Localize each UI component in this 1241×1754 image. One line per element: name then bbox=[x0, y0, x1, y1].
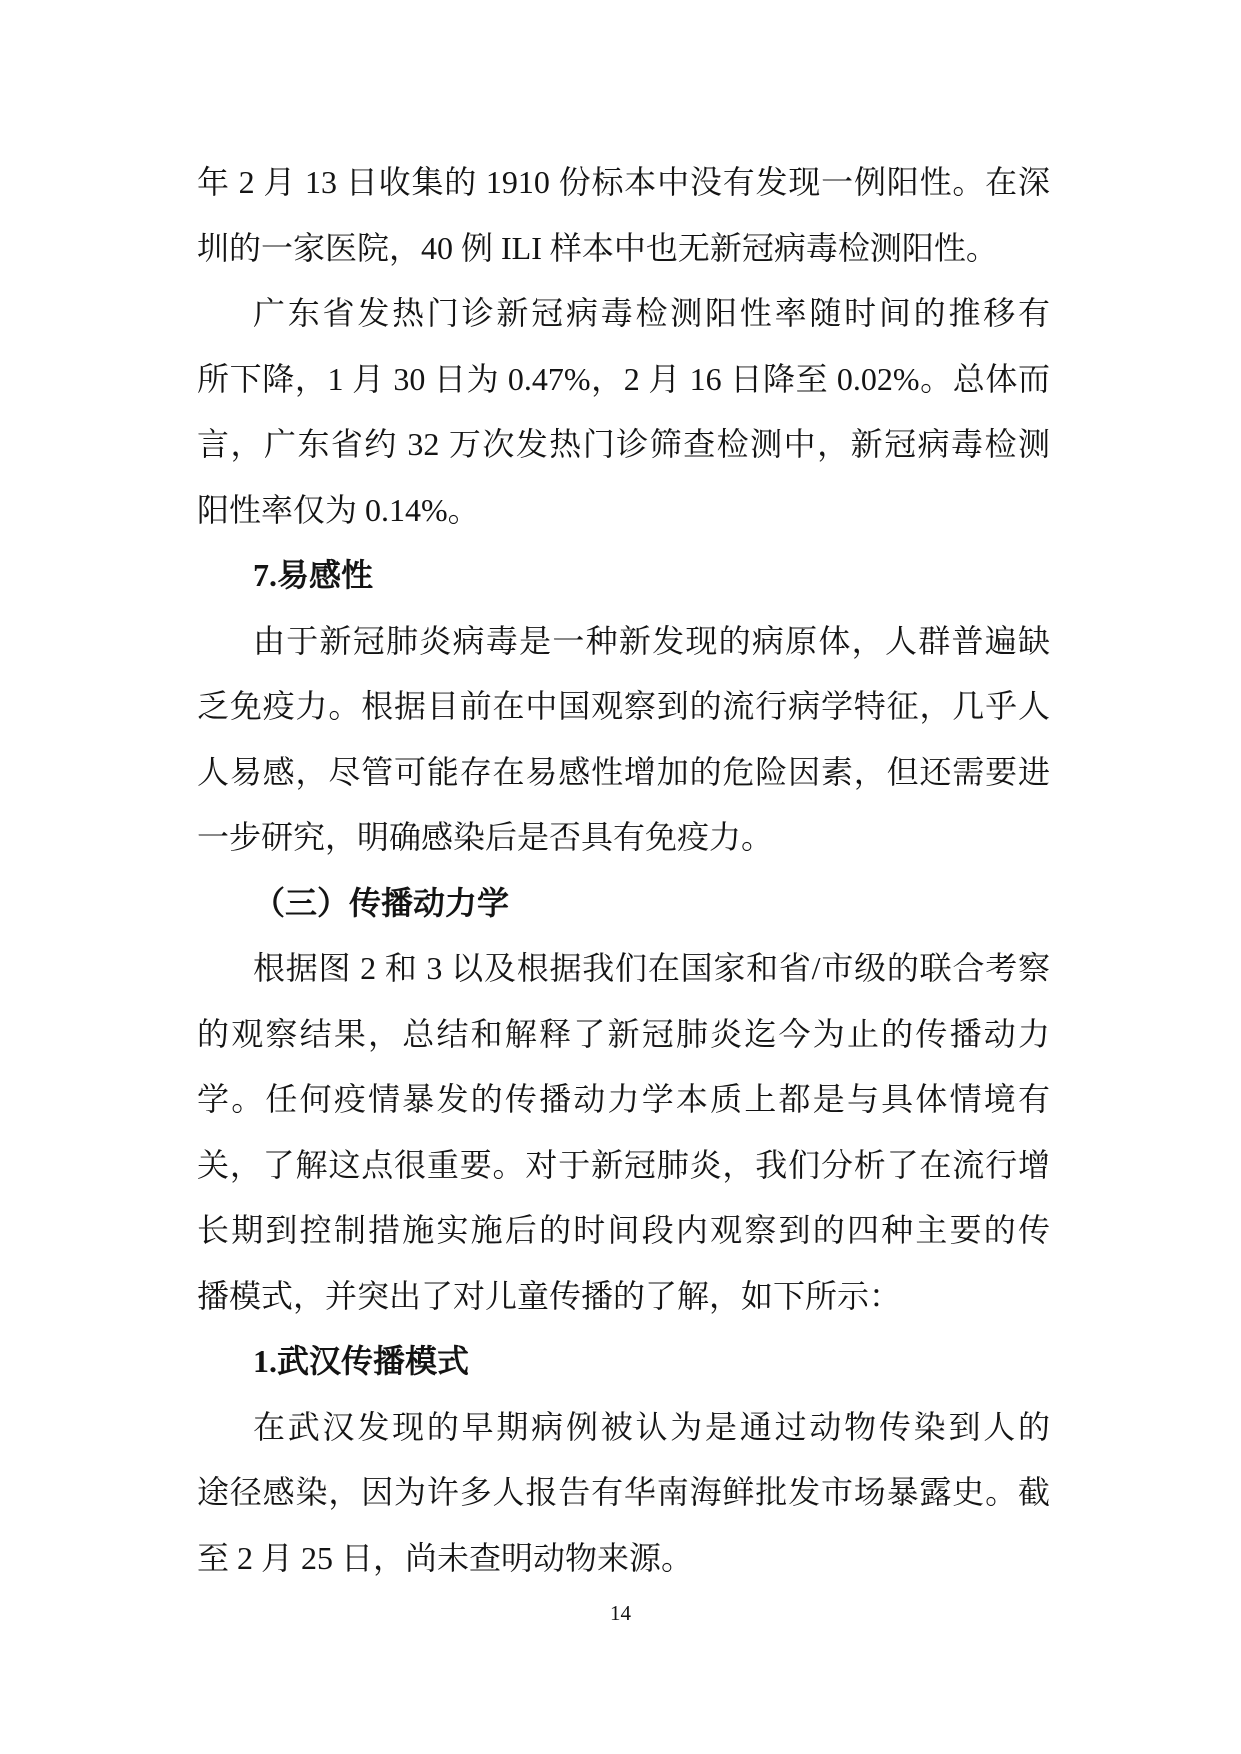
section-heading bbox=[197, 1329, 1050, 1395]
text-line: 阳性率仅为 0.14%。 bbox=[197, 491, 480, 528]
text-line: （三）传播动力学 bbox=[253, 884, 510, 921]
text-line: 圳的一家医院，40 例 ILI 样本中也无新冠病毒检测阳性。 bbox=[197, 229, 998, 266]
text-line: 关，了解这点很重要。对于新冠肺炎，我们分析了在流行增 bbox=[197, 1146, 1050, 1183]
text-line: 广东省发热门诊新冠病毒检测阳性率随时间的推移有 bbox=[253, 295, 1050, 331]
document-body bbox=[197, 150, 1050, 1591]
page-number: 14 bbox=[610, 1601, 631, 1625]
paragraph bbox=[197, 609, 1050, 871]
text-line: 人易感，尽管可能存在易感性增加的危险因素，但还需要进 bbox=[197, 753, 1050, 790]
text-line: 根据图 2 和 3 以及根据我们在国家和省/市级的联合考察 bbox=[253, 950, 1050, 986]
paragraph bbox=[197, 281, 1050, 543]
text-line: 所下降，1 月 30 日为 0.47%，2 月 16 日降至 0.02%。总体而 bbox=[197, 360, 1050, 397]
text-line: 1.武汉传播模式 bbox=[253, 1343, 470, 1379]
text-line: 7.易感性 bbox=[253, 557, 374, 593]
text-line: 播模式，并突出了对儿童传播的了解，如下所示： bbox=[197, 1277, 902, 1314]
text-line: 言，广东省约 32 万次发热门诊筛查检测中，新冠病毒检测 bbox=[197, 426, 1050, 462]
text-line: 年 2 月 13 日收集的 1910 份标本中没有发现一例阳性。在深 bbox=[197, 164, 1050, 200]
section-heading bbox=[197, 871, 1050, 937]
text-line: 途径感染，因为许多人报告有华南海鲜批发市场暴露史。截 bbox=[197, 1474, 1050, 1510]
paragraph bbox=[197, 1395, 1050, 1592]
text-line: 长期到控制措施实施后的时间段内观察到的四种主要的传 bbox=[197, 1212, 1050, 1248]
text-line: 的观察结果，总结和解释了新冠肺炎迄今为止的传播动力 bbox=[197, 1015, 1050, 1052]
section-heading bbox=[197, 543, 1050, 609]
paragraph bbox=[197, 150, 1050, 281]
text-line: 学。任何疫情暴发的传播动力学本质上都是与具体情境有 bbox=[197, 1081, 1050, 1117]
text-line: 至 2 月 25 日，尚未查明动物来源。 bbox=[197, 1539, 694, 1576]
text-line: 一步研究，明确感染后是否具有免疫力。 bbox=[197, 819, 774, 855]
text-line: 由于新冠肺炎病毒是一种新发现的病原体，人群普遍缺 bbox=[253, 622, 1050, 659]
paragraph bbox=[197, 936, 1050, 1329]
text-line: 在武汉发现的早期病例被认为是通过动物传染到人的 bbox=[253, 1408, 1050, 1445]
text-line: 乏免疫力。根据目前在中国观察到的流行病学特征，几乎人 bbox=[197, 688, 1050, 724]
